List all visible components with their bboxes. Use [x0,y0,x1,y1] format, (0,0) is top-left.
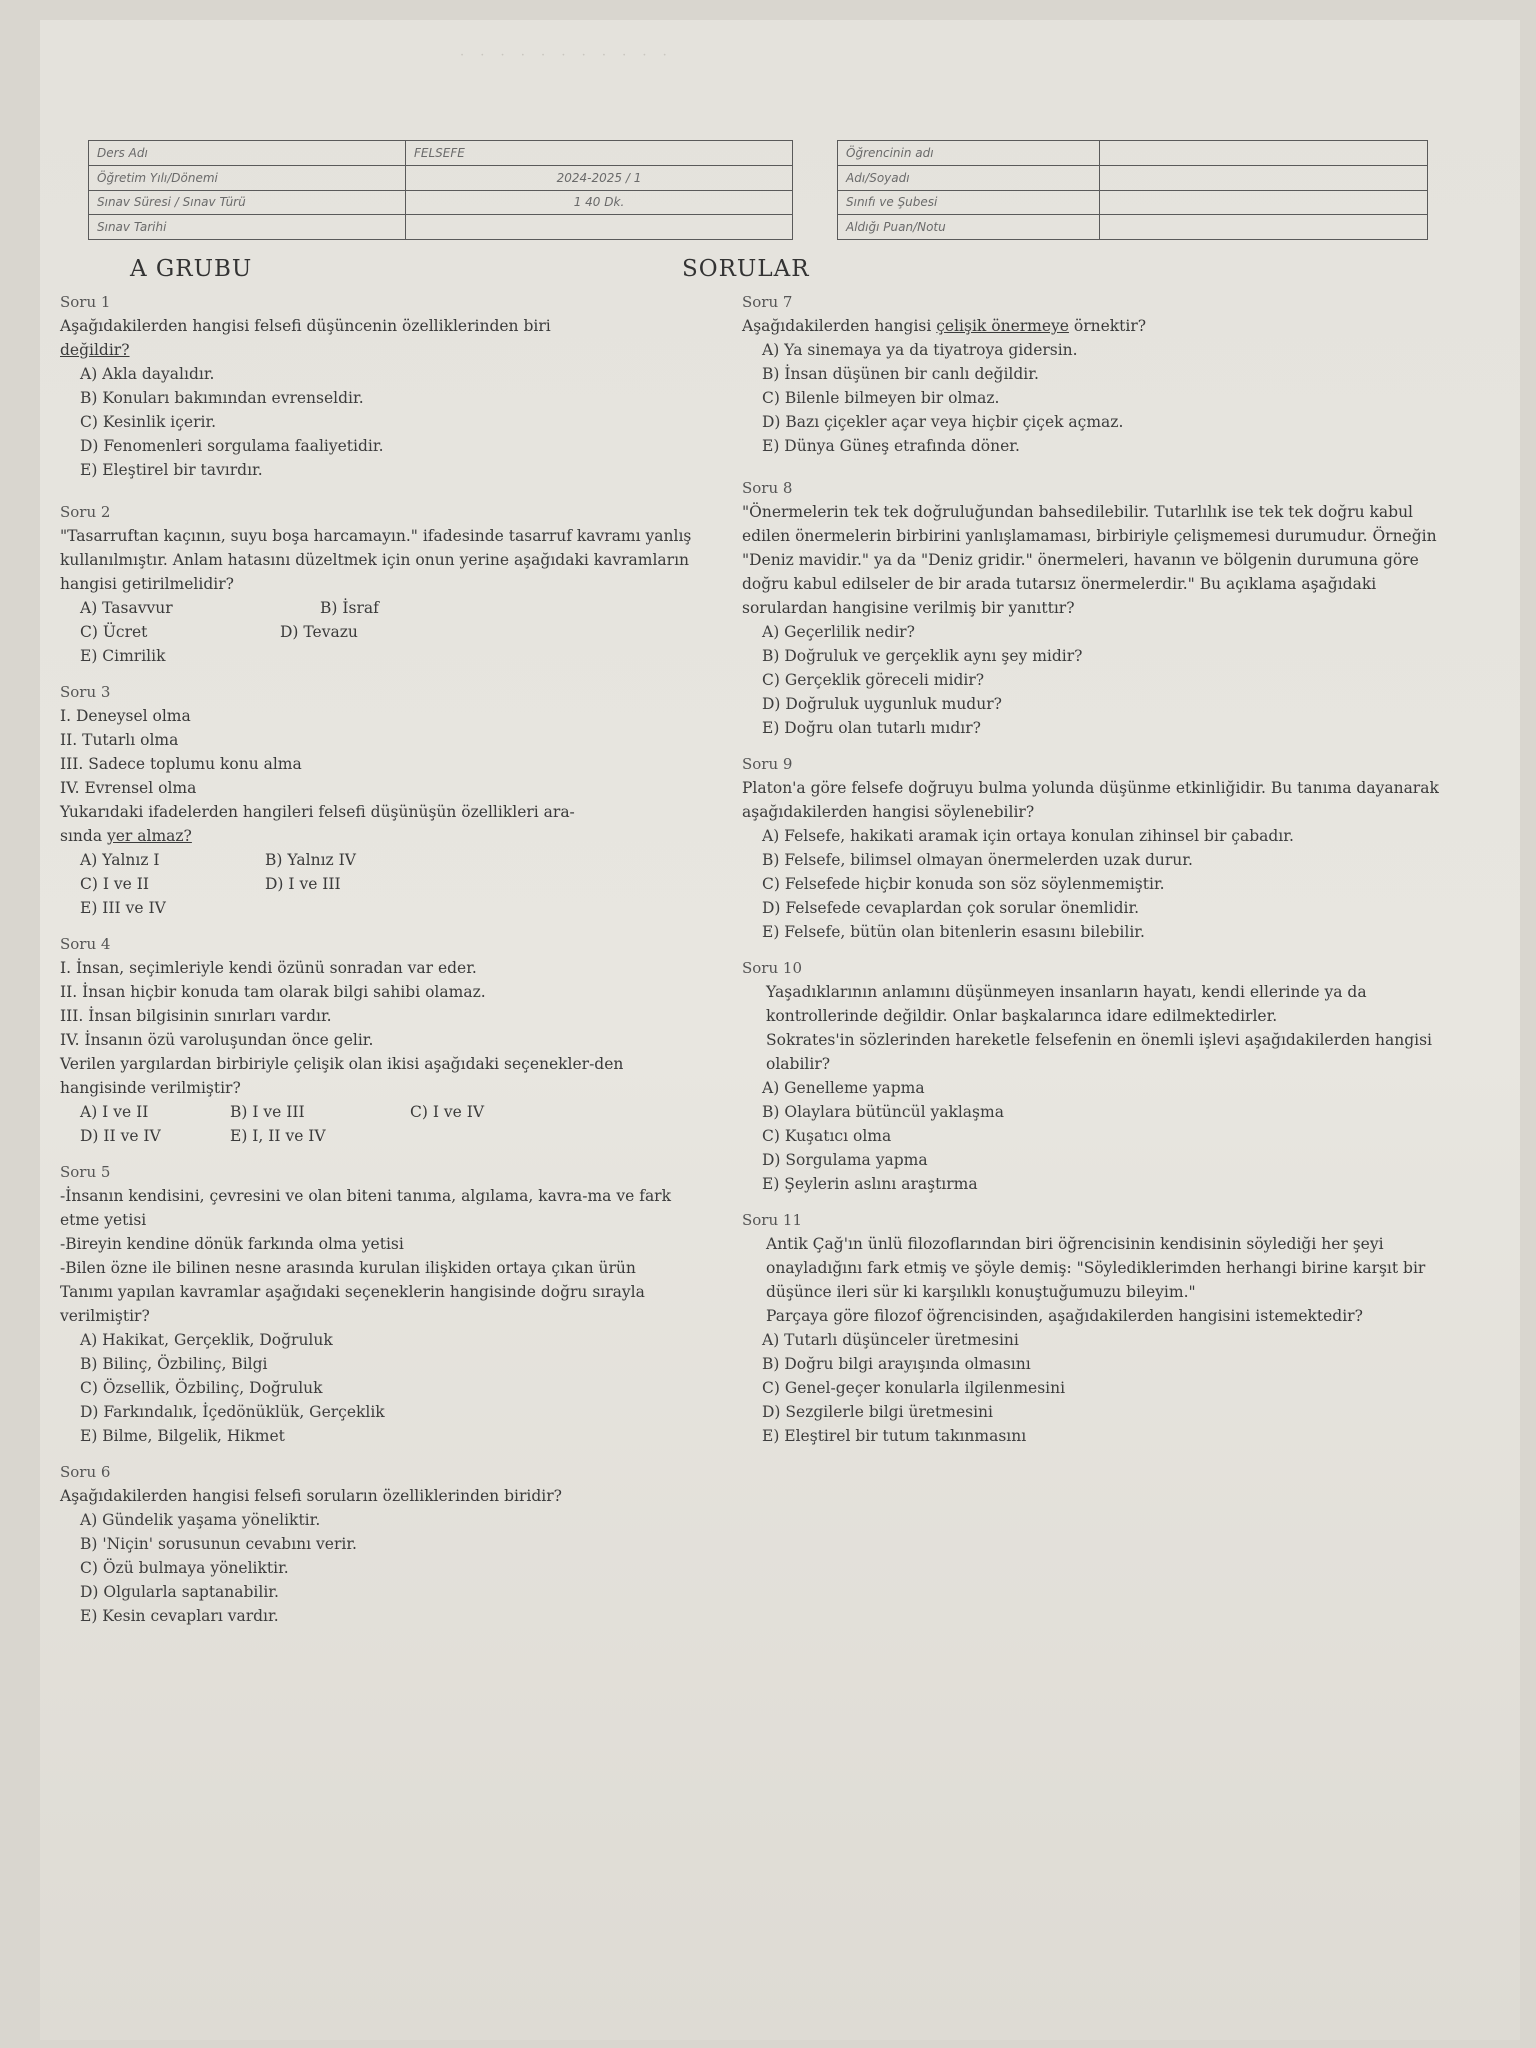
options-row [60,1100,710,1124]
option-c[interactable]: C) I ve II [80,875,149,893]
left-column [60,290,710,1640]
option-a[interactable]: A) Geçerlilik nedir? [762,623,915,641]
header-cell: Sınıfı ve Şubesi [838,190,1100,215]
option-d[interactable]: D) Sorgulama yapma [762,1151,928,1169]
question-stem: Aşağıdakilerden hangisi felsefi düşüncenin özelliklerinden biri [60,317,551,335]
question-6 [60,1460,710,1628]
statement-item: IV. Evrensel olma [60,779,197,797]
statement-item: I. İnsan, seçimleriyle kendi özünü sonradan var eder. [60,959,477,977]
option-b[interactable]: B) Doğruluk ve gerçeklik aynı şey midir? [762,647,1083,665]
question-7 [742,290,1442,458]
header-cell: Öğretim Yılı/Dönemi [89,165,406,190]
header-row [89,141,1428,166]
option-d[interactable]: D) Sezgilerle bilgi üretmesini [762,1403,993,1421]
question-label: Soru 11 [742,1211,802,1229]
option-b[interactable]: B) Doğru bilgi arayışında olmasını [762,1355,1031,1373]
option-c[interactable]: C) Kesinlik içerir. [80,413,217,431]
question-5 [60,1160,710,1448]
question-label: Soru 7 [742,293,793,311]
option-d[interactable]: D) I ve III [265,875,341,893]
question-9 [742,752,1442,944]
statement-item: II. Tutarlı olma [60,731,179,749]
section-title: SORULAR [682,256,810,282]
question-label: Soru 5 [60,1163,111,1181]
header-cell: 2024-2025 / 1 [406,165,793,190]
question-label: Soru 8 [742,479,793,497]
header-cell: FELSEFE [406,141,793,166]
definition-item: -Bilen özne ile bilinen nesne arasında kurulan ilişkiden ortaya çıkan ürün [60,1259,636,1277]
option-c[interactable]: C) Özsellik, Özbilinç, Doğruluk [80,1379,323,1397]
header-gap [793,141,838,166]
question-stem: Sokrates'in sözlerinden hareketle felsefenin en önemli işlevi aşağıdakilerden hangisi olabilir? [766,1031,1432,1073]
statement-item: III. Sadece toplumu konu alma [60,755,302,773]
question-label: Soru 10 [742,959,802,977]
option-c[interactable]: C) Özü bulmaya yöneliktir. [80,1559,289,1577]
stem-text: Aşağıdakilerden hangisi [742,317,937,335]
header-cell: Öğrencinin adı [838,141,1100,166]
option-c[interactable]: C) Genel-geçer konularla ilgilenmesini [762,1379,1066,1397]
definition-item: -İnsanın kendisini, çevresini ve olan biteni tanıma, algılama, kavra-ma ve fark etme yetisi [60,1187,671,1229]
stem-emphasis: yer almaz? [106,827,192,845]
question-4 [60,932,710,1148]
question-stem: Verilen yargılardan birbiriyle çelişik olan ikisi aşağıdaki seçenekler-den hangisinde verilmiştir? [60,1055,624,1097]
option-d[interactable]: D) Doğruluk uygunluk mudur? [762,695,1002,713]
option-e[interactable]: E) Doğru olan tutarlı mıdır? [762,719,981,737]
option-c[interactable]: C) Bilenle bilmeyen bir olmaz. [762,389,1000,407]
option-d[interactable]: D) Fenomenleri sorgulama faaliyetidir. [80,437,384,455]
option-e[interactable]: E) I, II ve IV [230,1127,326,1145]
right-column [742,290,1442,1460]
header-cell: Ders Adı [89,141,406,166]
option-d[interactable]: D) Farkındalık, İçedönüklük, Gerçeklik [80,1403,385,1421]
question-label: Soru 4 [60,935,111,953]
options-row [60,1124,710,1148]
option-e[interactable]: E) Dünya Güneş etrafında döner. [762,437,1020,455]
question-2 [60,500,710,668]
question-label: Soru 3 [60,683,111,701]
statement-item: III. İnsan bilgisinin sınırları vardır. [60,1007,332,1025]
question-passage: Yaşadıklarının anlamını düşünmeyen insanların hayatı, kendi ellerinde ya da kontrollerinde değildir. Onlar başkalarınca idare edilmektedirler. [766,983,1367,1025]
option-b[interactable]: B) İnsan düşünen bir canlı değildir. [762,365,1039,383]
options-row [60,848,710,872]
question-label: Soru 6 [60,1463,111,1481]
option-b[interactable]: B) Olaylara bütüncül yaklaşma [762,1103,1004,1121]
option-b[interactable]: B) Yalnız IV [265,851,356,869]
bleed-through-text: · · · · · · · · · · · [460,48,673,63]
header-cell: Sınav Süresi / Sınav Türü [89,190,406,215]
statement-item: II. İnsan hiçbir konuda tam olarak bilgi sahibi olamaz. [60,983,486,1001]
question-10 [742,956,1442,1196]
header-row [89,215,1428,240]
header-cell-blank [1100,190,1428,215]
question-stem [742,314,1442,338]
stem-text: sında [60,827,107,845]
option-d[interactable]: D) Olgularla saptanabilir. [80,1583,279,1601]
option-a[interactable]: A) Hakikat, Gerçeklik, Doğruluk [80,1331,333,1349]
option-c[interactable]: C) Felsefede hiçbir konuda son söz söylenmemiştir. [762,875,1165,893]
question-stem: Tanımı yapılan kavramlar aşağıdaki seçeneklerin hangisinde doğru sırayla verilmiştir? [60,1283,645,1325]
question-3 [60,680,710,920]
statement-item: I. Deneysel olma [60,707,191,725]
option-d[interactable]: D) II ve IV [80,1127,161,1145]
option-b[interactable]: B) Konuları bakımından evrenseldir. [80,389,364,407]
question-stem: Aşağıdakilerden hangisi felsefi soruların özelliklerinden biridir? [60,1487,562,1505]
option-e[interactable]: E) Şeylerin aslını araştırma [762,1175,978,1193]
option-e[interactable]: E) Felsefe, bütün olan bitenlerin esasını bilebilir. [762,923,1145,941]
option-a[interactable]: A) Tutarlı düşünceler üretmesini [762,1331,1019,1349]
option-e[interactable]: E) Cimrilik [80,647,166,665]
header-gap [793,165,838,190]
option-a[interactable]: A) Ya sinemaya ya da tiyatroya gidersin. [762,341,1078,359]
header-gap [793,215,838,240]
option-d[interactable]: D) Felsefede cevaplardan çok sorular önemlidir. [762,899,1140,917]
header-cell: Aldığı Puan/Notu [838,215,1100,240]
option-b[interactable]: B) 'Niçin' sorusunun cevabını verir. [80,1535,357,1553]
question-8 [742,476,1442,740]
question-11 [742,1208,1442,1448]
options-row [60,620,710,644]
option-a[interactable]: A) Felsefe, hakikati aramak için ortaya konulan zihinsel bir çabadır. [762,827,1294,845]
header-cell-blank [1100,165,1428,190]
option-a[interactable]: A) Yalnız I [80,851,160,869]
question-1 [60,290,710,482]
header-cell-blank [1100,141,1428,166]
option-d[interactable]: D) Bazı çiçekler açar veya hiçbir çiçek açmaz. [762,413,1124,431]
options-row [60,872,710,896]
question-stem: Yukarıdaki ifadelerden hangileri felsefi düşünüşün özellikleri ara- [60,803,575,821]
header-cell: Adı/Soyadı [838,165,1100,190]
option-b[interactable]: B) Bilinç, Özbilinç, Bilgi [80,1355,268,1373]
header-cell: 1 40 Dk. [406,190,793,215]
option-b[interactable]: B) Felsefe, bilimsel olmayan önermelerden uzak durur. [762,851,1193,869]
question-label: Soru 1 [60,293,111,311]
options-row [60,596,710,620]
header-cell-blank [1100,215,1428,240]
option-a[interactable]: A) Akla dayalıdır. [80,365,215,383]
option-e[interactable]: E) Eleştirel bir tutum takınmasını [762,1427,1027,1445]
definition-item: -Bireyin kendine dönük farkında olma yetisi [60,1235,404,1253]
option-b[interactable]: B) I ve III [230,1103,305,1121]
option-d[interactable]: D) Tevazu [280,623,358,641]
option-c[interactable]: C) Kuşatıcı olma [762,1127,892,1145]
option-c[interactable]: C) I ve IV [410,1103,485,1121]
option-e[interactable]: E) III ve IV [80,899,166,917]
question-stem: Platon'a göre felsefe doğruyu bulma yolunda düşünme etkinliğidir. Bu tanıma dayanarak aşağıdakilerden hangisi söylenebilir? [742,779,1439,821]
option-a[interactable]: A) Gündelik yaşama yöneliktir. [80,1511,321,1529]
header-row [89,165,1428,190]
option-e[interactable]: E) Kesin cevapları vardır. [80,1607,279,1625]
header-gap [793,190,838,215]
stem-text: örnektir? [1068,317,1147,335]
question-stem: "Önermelerin tek tek doğruluğundan bahsedilebilir. Tutarlılık ise tek tek doğru kabul edilen önermelerin birbirini yanlışlamaması, birbiriyle çelişmemesi durumudur. Örneğin "Deniz mavidir." ya da "Deniz gridir." önermeleri, havanın ve bölgenin durumuna göre doğru kabul edilseler de bir arada tutarsız önermelerdir." Bu açıklama aşağıdaki sorulardan hangisine verilmiş bir yanıttır? [742,503,1437,617]
option-e[interactable]: E) Eleştirel bir tavırdır. [80,461,263,479]
question-stem-cont [60,824,710,848]
option-b[interactable]: B) İsraf [320,599,379,617]
statement-item: IV. İnsanın özü varoluşundan önce gelir. [60,1031,374,1049]
question-label: Soru 9 [742,755,793,773]
option-a[interactable]: A) Genelleme yapma [762,1079,925,1097]
header-cell: Sınav Tarihi [89,215,406,240]
option-a[interactable]: A) Tasavvur [80,599,173,617]
header-cell [406,215,793,240]
option-a[interactable]: A) I ve II [80,1103,149,1121]
question-label: Soru 2 [60,503,111,521]
header-row [89,190,1428,215]
option-c[interactable]: C) Ücret [80,623,148,641]
stem-emphasis: çelişik önermeye [936,317,1069,335]
question-stem-emphasis: değildir? [60,341,130,359]
group-title: A GRUBU [130,256,253,282]
header-table [88,140,1428,240]
question-stem: "Tasarruftan kaçının, suyu boşa harcamayın." ifadesinde tasarruf kavramı yanlış kullanılmıştır. Anlam hatasını düzeltmek için onun yerine aşağıdaki kavramların hangisi getirilmelidir? [60,527,692,593]
question-stem: Parçaya göre filozof öğrencisinden, aşağıdakilerden hangisini istemektedir? [766,1307,1363,1325]
question-passage: Antik Çağ'ın ünlü filozoflarından biri öğrencisinin kendisinin söylediği her şeyi onayladığını fark etmiş ve şöyle demiş: "Söylediklerimden herhangi birine karşıt bir düşünce ileri sür ki karşılıklı konuştuğumuzu bileyim." [766,1235,1426,1301]
option-c[interactable]: C) Gerçeklik göreceli midir? [762,671,985,689]
option-e[interactable]: E) Bilme, Bilgelik, Hikmet [80,1427,285,1445]
